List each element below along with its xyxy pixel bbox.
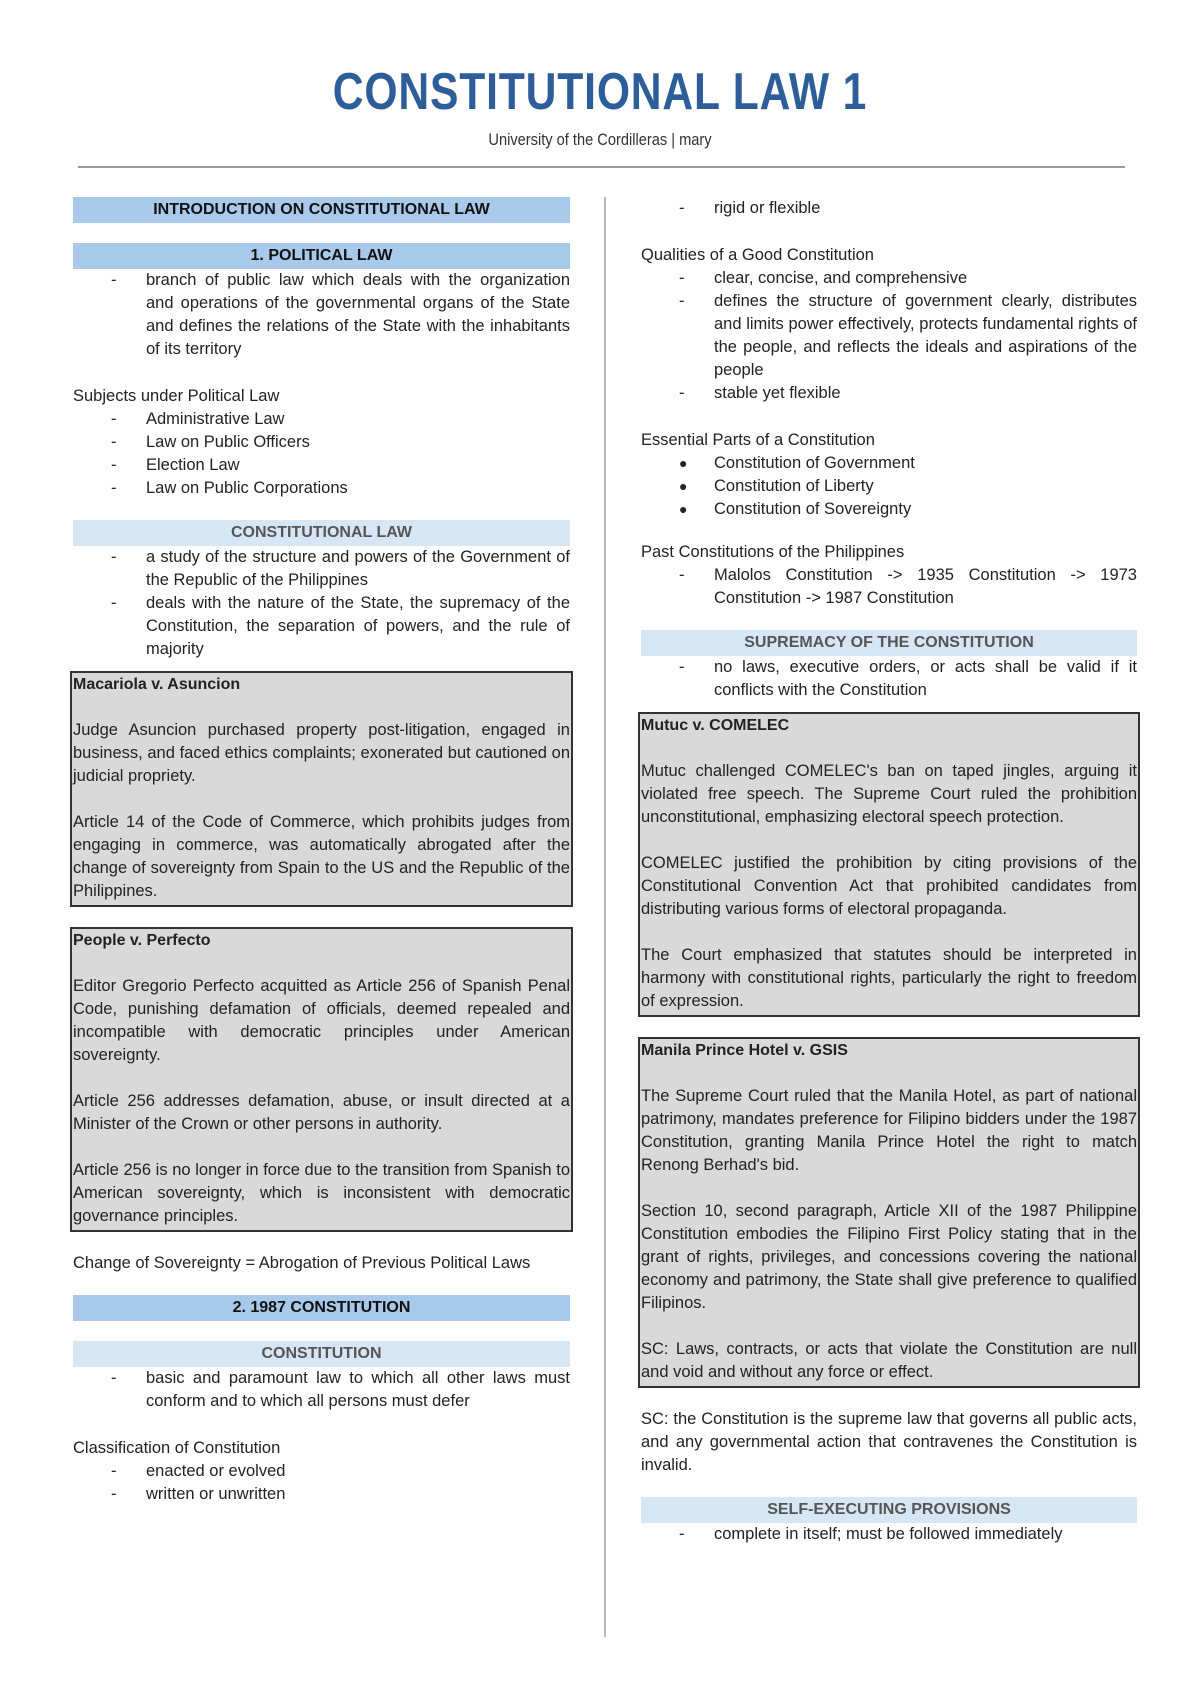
- list-item: - Law on Public Corporations: [111, 479, 348, 497]
- parts-label: Essential Parts of a Constitution: [641, 431, 875, 449]
- sc-note: SC: the Constitution is the supreme law that governs all public acts, and any governmental action that contravenes the Constitution is invalid.: [641, 1410, 1137, 1474]
- case-paragraph: Mutuc challenged COMELEC's ban on taped jingles, arguing it violated free speech. The Supreme Court ruled the prohibition unconstitutional, emphasizing electoral speech protection.: [641, 762, 1137, 826]
- constitution-1987-header: 2. 1987 CONSTITUTION: [73, 1295, 570, 1321]
- list-item: - Election Law: [111, 456, 240, 474]
- political-law-header: 1. POLITICAL LAW: [73, 243, 570, 269]
- self-exec-list: [641, 1523, 1137, 1546]
- list-item: - clear, concise, and comprehensive: [679, 269, 968, 287]
- case-name: People v. Perfecto: [73, 932, 211, 949]
- list-item: - Malolos Constitution -> 1935 Constitution -> 1973 Constitution -> 1987 Constitution: [679, 566, 1137, 607]
- case-name: Manila Prince Hotel v. GSIS: [641, 1042, 848, 1059]
- case-name: Mutuc v. COMELEC: [641, 717, 790, 734]
- classification-label: Classification of Constitution: [73, 1439, 281, 1457]
- header-divider: [78, 166, 1125, 168]
- constitution-header: CONSTITUTION: [73, 1341, 570, 1367]
- list-item: ● Constitution of Liberty: [679, 477, 874, 495]
- subjects-list: [73, 408, 570, 500]
- constitutional-law-header: CONSTITUTIONAL LAW: [73, 520, 570, 546]
- list-item: - a study of the structure and powers of the Government of the Republic of the Philippines: [111, 548, 570, 589]
- list-item: - complete in itself; must be followed immediately: [679, 1525, 1063, 1543]
- supremacy-header: SUPREMACY OF THE CONSTITUTION: [641, 630, 1137, 656]
- classification-cont-list: [641, 197, 1137, 220]
- case-paragraph: Article 256 is no longer in force due to the transition from Spanish to American sovereignty, which is inconsistent with democratic governance principles.: [73, 1161, 570, 1225]
- parts-list: [641, 452, 1137, 521]
- sovereignty-note: Change of Sovereignty = Abrogation of Previous Political Laws: [73, 1254, 531, 1272]
- case-paragraph: Article 256 addresses defamation, abuse, or insult directed at a Minister of the Crown or other persons in authority.: [73, 1092, 570, 1133]
- supremacy-list: [641, 656, 1137, 702]
- list-item: - deals with the nature of the State, the supremacy of the Constitution, the separation of powers, and the rule of majority: [111, 594, 570, 658]
- case-paragraph: COMELEC justified the prohibition by citing provisions of the Constitutional Convention Act that prohibited candidates from distributing various forms of electoral propaganda.: [641, 854, 1137, 918]
- list-item: ● Constitution of Sovereignty: [679, 500, 912, 518]
- self-exec-header: SELF-EXECUTING PROVISIONS: [641, 1497, 1137, 1523]
- case-paragraph: SC: Laws, contracts, or acts that violate the Constitution are null and void and without any force or effect.: [641, 1340, 1137, 1381]
- case-paragraph: The Court emphasized that statutes should be interpreted in harmony with constitutional rights, particularly the right to freedom of expression.: [641, 946, 1137, 1010]
- list-item: - basic and paramount law to which all other laws must conform and to which all persons must defer: [111, 1369, 570, 1410]
- case-paragraph: The Supreme Court ruled that the Manila Hotel, as part of national patrimony, mandates preference for Filipino bidders under the 1987 Constitution, granting Manila Prince Hotel the right to match Renong Berhad's bid.: [641, 1087, 1137, 1174]
- classification-list: [73, 1460, 570, 1506]
- case-box-macariola: [70, 671, 573, 907]
- list-item: - defines the structure of government clearly, distributes and limits power effectively, protects fundamental rights of the people, and reflects the ideals and aspirations of the people: [679, 292, 1137, 379]
- left-column: [73, 197, 570, 1506]
- constitution-def-list: [73, 1367, 570, 1413]
- list-item: ● Constitution of Government: [679, 454, 915, 472]
- list-item: - stable yet flexible: [679, 384, 841, 402]
- document-subtitle: University of the Cordilleras | mary: [488, 130, 712, 149]
- list-item: - rigid or flexible: [679, 199, 821, 217]
- case-paragraph: Article 14 of the Code of Commerce, which prohibits judges from engaging in commerce, was automatically abrogated after the change of sovereignty from Spain to the US and the Republic of the Philippines.: [73, 813, 570, 900]
- past-list: [641, 564, 1137, 610]
- case-name: Macariola v. Asuncion: [73, 676, 241, 693]
- list-item: - enacted or evolved: [111, 1462, 286, 1480]
- case-paragraph: Judge Asuncion purchased property post-litigation, engaged in business, and faced ethics complaints; exonerated but cautioned on judicial propriety.: [73, 721, 570, 785]
- list-item: - branch of public law which deals with the organization and operations of the governmental organs of the State and defines the relations of the State with the inhabitants of its territory: [111, 271, 570, 358]
- political-law-def-list: [73, 269, 570, 361]
- qualities-label: Qualities of a Good Constitution: [641, 246, 874, 264]
- list-item: - written or unwritten: [111, 1485, 286, 1503]
- case-paragraph: Editor Gregorio Perfecto acquitted as Article 256 of Spanish Penal Code, punishing defamation of officials, deemed repealed and incompatible with democratic principles under American sovereignty.: [73, 977, 570, 1064]
- past-label: Past Constitutions of the Philippines: [641, 543, 905, 561]
- list-item: - Law on Public Officers: [111, 433, 310, 451]
- subjects-label: Subjects under Political Law: [73, 387, 280, 405]
- intro-header: INTRODUCTION ON CONSTITUTIONAL LAW: [73, 197, 570, 223]
- qualities-list: [641, 267, 1137, 405]
- column-divider: [604, 197, 606, 1637]
- case-paragraph: Section 10, second paragraph, Article XII of the 1987 Philippine Constitution embodies the Filipino First Policy stating that in the grant of rights, privileges, and concessions covering the national economy and patrimony, the State shall give preference to qualified Filipinos.: [641, 1202, 1137, 1312]
- constitutional-law-list: [73, 546, 570, 661]
- list-item: - Administrative Law: [111, 410, 285, 428]
- right-column: [641, 197, 1137, 1546]
- case-box-mutuc: [638, 712, 1140, 1017]
- document-title: CONSTITUTIONAL LAW 1: [332, 63, 868, 121]
- case-box-manila-prince: [638, 1037, 1140, 1388]
- list-item: - no laws, executive orders, or acts shall be valid if it conflicts with the Constitution: [679, 658, 1137, 699]
- case-box-perfecto: [70, 927, 573, 1232]
